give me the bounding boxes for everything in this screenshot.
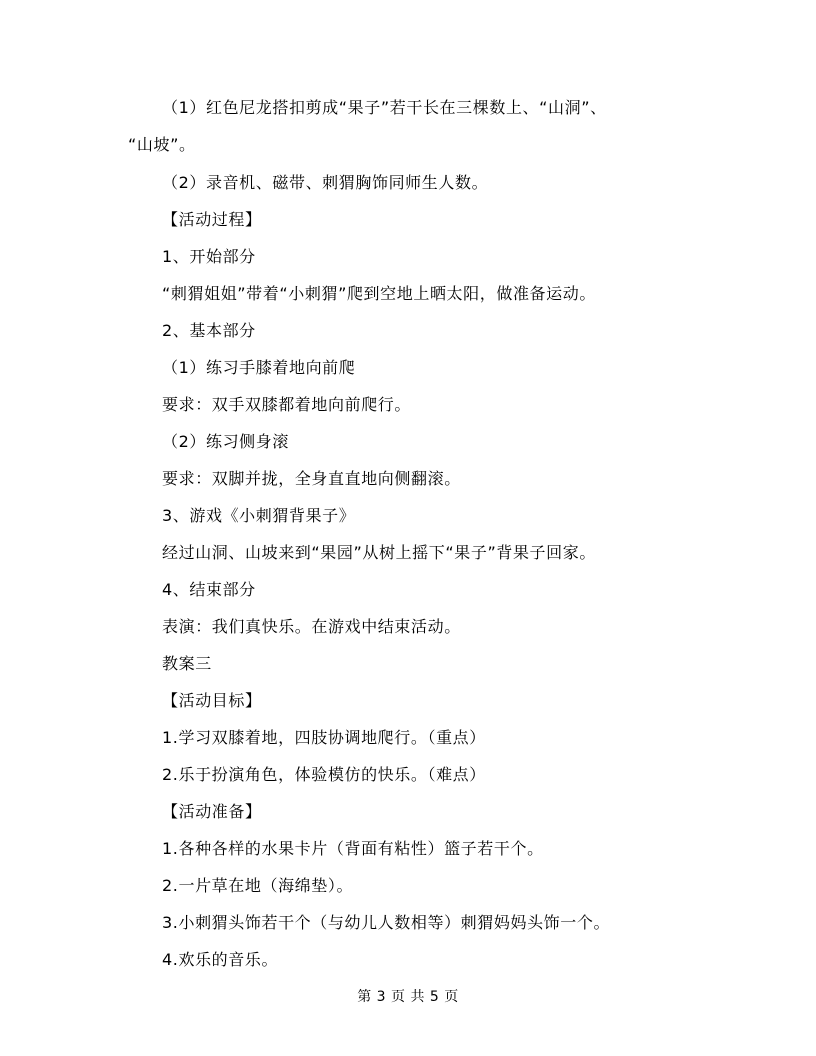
- text-line: （1）练习手膝着地向前爬: [162, 358, 356, 377]
- text-line: “山坡”。: [128, 135, 196, 154]
- text-line: 表演：我们真快乐。在游戏中结束活动。: [162, 617, 461, 636]
- text-line: 1、开始部分: [162, 247, 256, 266]
- text-line: 2.乐于扮演角色，体验模仿的快乐。（难点）: [162, 765, 486, 784]
- text-line: 要求：双手双膝都着地向前爬行。: [162, 395, 412, 414]
- section-heading: 【活动过程】: [162, 210, 262, 229]
- text-line: 4、结束部分: [162, 580, 256, 599]
- text-line: 2、基本部分: [162, 321, 256, 340]
- text-line: 4.欢乐的音乐。: [162, 950, 279, 969]
- page-number-footer: 第 3 页 共 5 页: [357, 989, 459, 1005]
- text-line: 2.一片草在地（海绵垫）。: [162, 876, 354, 895]
- text-line: （2）录音机、磁带、刺猬胸饰同师生人数。: [162, 173, 489, 192]
- text-line: 经过山洞、山坡来到“果园”从树上摇下“果子”背果子回家。: [162, 543, 596, 562]
- text-line: 教案三: [162, 654, 212, 673]
- section-heading: 【活动准备】: [162, 802, 262, 821]
- text-line: 1.学习双膝着地，四肢协调地爬行。（重点）: [162, 728, 486, 747]
- text-line: 1.各种各样的水果卡片（背面有粘性）篮子若干个。: [162, 839, 544, 858]
- text-line: 要求：双脚并拢，全身直直地向侧翻滚。: [162, 469, 461, 488]
- text-line: 3、游戏《小刺猬背果子》: [162, 506, 356, 525]
- text-line: 3.小刺猬头饰若干个（与幼儿人数相等）刺猬妈妈头饰一个。: [162, 913, 611, 932]
- text-line: （1）红色尼龙搭扣剪成“果子”若干长在三棵数上、“山洞”、: [162, 98, 607, 117]
- section-heading: 【活动目标】: [162, 691, 262, 710]
- text-line: “刺猬姐姐”带着“小刺猬”爬到空地上晒太阳，做准备运动。: [162, 284, 596, 303]
- text-line: （2）练习侧身滚: [162, 432, 289, 451]
